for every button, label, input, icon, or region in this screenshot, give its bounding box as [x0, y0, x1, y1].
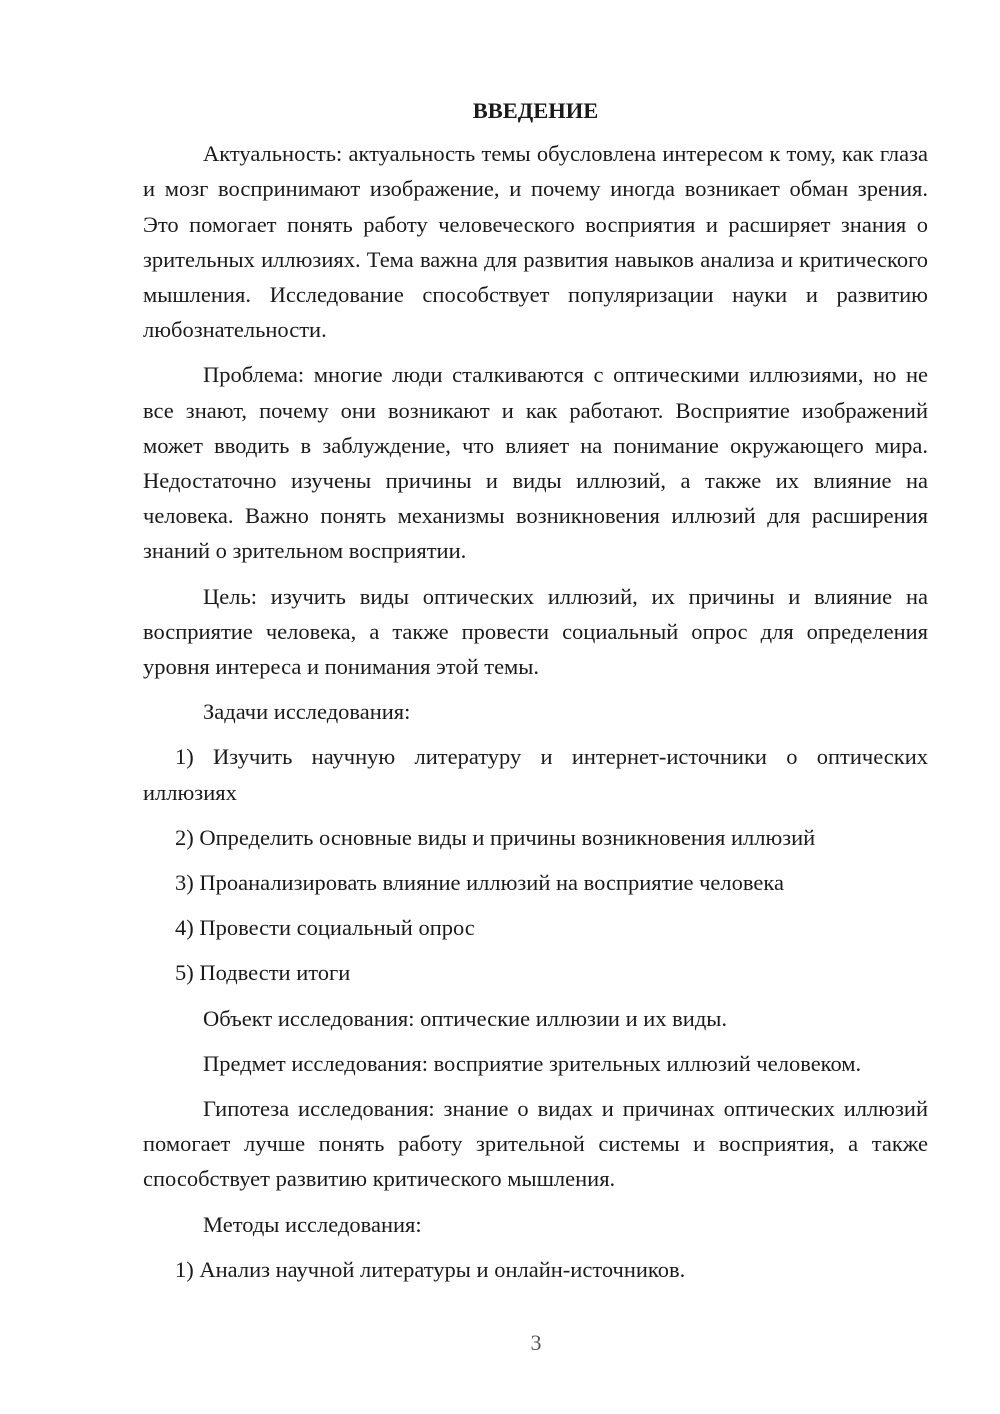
section-title: ВВЕДЕНИЕ: [472, 98, 599, 123]
task-item-2: 2) Определить основные виды и причины возникновения иллюзий: [175, 824, 816, 850]
paragraph-subject: Предмет исследования: восприятие зрительных иллюзий человеком.: [203, 1050, 862, 1076]
paragraph-problem: Проблема: многие люди сталкиваются с оптическими иллюзиями, но не все знают, почему они возникают и как работают. Восприятие изображений может вводить в заблуждение, что влияет на понимание окружающего мира. Недостаточно изучены причины и виды иллюзий, а также их влияние на человека. Важно понять механизмы возникновения иллюзий для расширения знаний о зрительном восприятии.: [143, 362, 928, 564]
paragraph-goal: Цель: изучить виды оптических иллюзий, их причины и влияние на восприятие человека, а также провести социальный опрос для определения уровня интереса и понимания этой темы.: [143, 583, 928, 680]
task-item-3: 3) Проанализировать влияние иллюзий на восприятие человека: [175, 870, 784, 896]
method-item-1: 1) Анализ научной литературы и онлайн-источников.: [175, 1256, 686, 1282]
page-content: [143, 93, 928, 1297]
tasks-heading: Задачи исследования:: [203, 699, 411, 725]
paragraph-object: Объект исследования: оптические иллюзии и их виды.: [203, 1005, 728, 1031]
task-item-1: 1) Изучить научную литературу и интернет-источники о оптических иллюзиях: [143, 744, 928, 805]
paragraph-hypothesis: Гипотеза исследования: знание о видах и причинах оптических иллюзий помогает лучше понять работу зрительной системы и восприятия, а также способствует развитию критического мышления.: [143, 1096, 928, 1192]
task-item-5: 5) Подвести итоги: [175, 960, 351, 986]
paragraph-relevance: Актуальность: актуальность темы обусловлена интересом к тому, как глаза и мозг воспринимают изображение, и почему иногда возникает обман зрения. Это помогает понять работу человеческого восприятия и расширяет знания о зрительных иллюзиях. Тема важна для развития навыков анализа и критического мышления. Исследование способствует популяризации науки и развитию любознательности.: [143, 141, 928, 343]
task-item-4: 4) Провести социальный опрос: [175, 915, 475, 941]
methods-heading: Методы исследования:: [203, 1211, 422, 1237]
page-number: 3: [530, 1330, 542, 1355]
